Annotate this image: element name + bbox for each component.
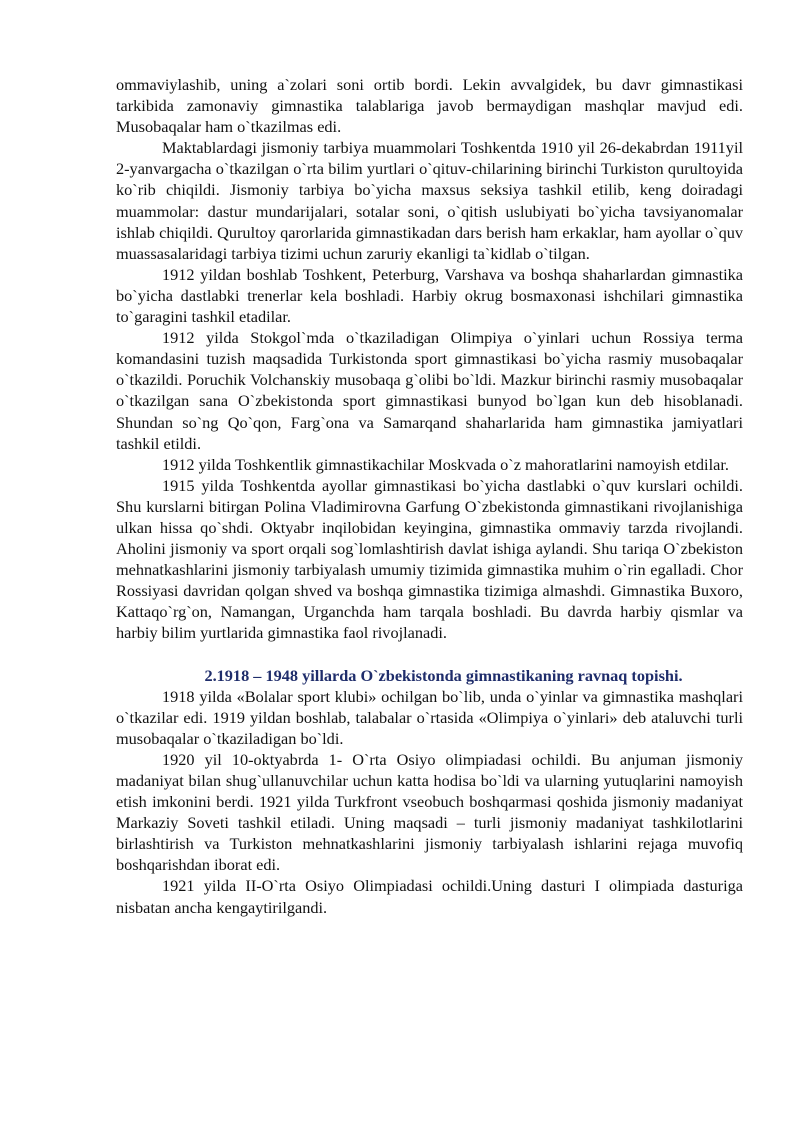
paragraph-1915-courses: 1915 yilda Toshkentda ayollar gimnastikasi bo`yicha dastlabki o`quv kurslari ochildi. Shu kurslarni bitirgan Polina Vladimirovna Garfung O`zbekistonda gimnastikani rivojlanishiga ulkan hissa qo`shdi. Oktyabr inqilobidan keyingina, gimnastika ommaviy tarzda rivojlandi. Aholini jismoniy va sport orqali sog`lomlashtirish davlat ishiga aylandi. Shu tariqa O`zbekiston mehnatkashlarini jismoniy tarbiyalash umumiy tizimida gimnastika muhim o`rin egalladi. Chor Rossiyasi davridan qolgan shved va boshqa gimnastika tizimiga almashdi. Gimnastika Buxoro, Kattaqo`rg`on, Namangan, Urganchda ham tarqala boshladi. Bu davrda harbiy qismlar va harbiy bilim yurtlarida gimnastika faol rivojlanadi. [116,475,743,643]
paragraph-continuation: ommaviylashib, uning a`zolari soni ortib bordi. Lekin avvalgidek, bu davr gimnastikasi tarkibida zamonaviy gimnastika talablariga javob bermaydigan mashqlar mavjud edi. Musobaqalar ham o`tkazilmas edi. [116,75,743,137]
paragraph-1921-olympiad: 1921 yilda II-O`rta Osiyo Olimpiadasi ochildi.Uning dasturi I olimpiada dasturiga nisbatan ancha kengaytirilgandi. [116,876,743,917]
paragraph-1912-trainers: 1912 yildan boshlab Toshkent, Peterburg, Varshava va boshqa shaharlardan gimnastika bo`yicha dastlabki trenerlar kela boshladi. Harbiy okrug bosmaxonasi ishchilari gimnastika to`garagini tashkil etadilar. [116,264,743,327]
paragraph-1910-congress: Maktablardagi jismoniy tarbiya muammolari Toshkentda 1910 yil 26-dekabrdan 1911yil 2-yanvargacha o`tkazilgan o`rta bilim yurtlari o`qituv-chilarining birinchi Turkiston qurultoyida ko`rib chiqildi. Jismoniy tarbiya bo`yicha maxsus seksiya tashkil etilib, keng doiradagi muammolar: dastur mundarijalari, sotalar soni, o`qitish uslubiyati bo`yicha tavsiyanomalar ishlab chiqildi. Qurultoy qarorlarida gimnastikadan dars berish ham erkaklar, ham ayollar o`quv muassasalaridagi tarbiya tizimi uchun zaruriy ekanligi ta`kidlab o`tilgan. [116,138,743,263]
paragraph-1918-club: 1918 yilda «Bolalar sport klubi» ochilgan bo`lib, unda o`yinlar va gimnastika mashqlari o`tkazilar edi. 1919 yildan boshlab, talabalar o`rtasida «Olimpiya o`yinlari» deb ataluvchi turli musobaqalar o`tkaziladigan bo`ldi. [116,686,743,748]
paragraph-1912-stockholm: 1912 yilda Stokgol`mda o`tkaziladigan Olimpiya o`yinlari uchun Rossiya terma komandasini tuzish maqsadida Turkistonda sport gimnastikasi bo`yicha rasmiy musobaqalar o`tkazildi. Poruchik Volchanskiy musobaqa g`olibi bo`ldi. Mazkur birinchi rasmiy musobaqalar o`tkazilgan sana O`zbekistonda sport gimnastikasi bunyod bo`lgan kun deb hisoblanadi. Shundan so`ng Qo`qon, Farg`ona va Samarqand shaharlarida ham gimnastika jamiyatlari tashkil etildi. [116,328,743,453]
paragraph-1912-moscow: 1912 yilda Toshkentlik gimnastikachilar Moskvada o`z mahoratlarini namoyish etdilar. [162,454,729,474]
paragraph-1920-olympiad: 1920 yil 10-oktyabrda 1- O`rta Osiyo olimpiadasi ochildi. Bu anjuman jismoniy madaniyat bilan shug`ullanuvchilar uchun katta hodisa bo`ldi va ularning yutuqlarini namoyish etish imkonini berdi. 1921 yilda Turkfront vseobuch boshqarmasi qoshida jismoniy madaniyat Markaziy Soveti tashkil etiladi. Uning maqsadi – turli jismoniy madaniyat tashkilotlarini birlashtirish va Turkiston mehnatkashlarini jismoniy tarbiyalash ishlarini rejaga muvofiq boshqarishdan iborat edi. [116,749,743,875]
section-heading: 2.1918 – 1948 yillarda O`zbekistonda gimnastikaning ravnaq topishi. [204,665,683,685]
document-page [116,74,743,918]
